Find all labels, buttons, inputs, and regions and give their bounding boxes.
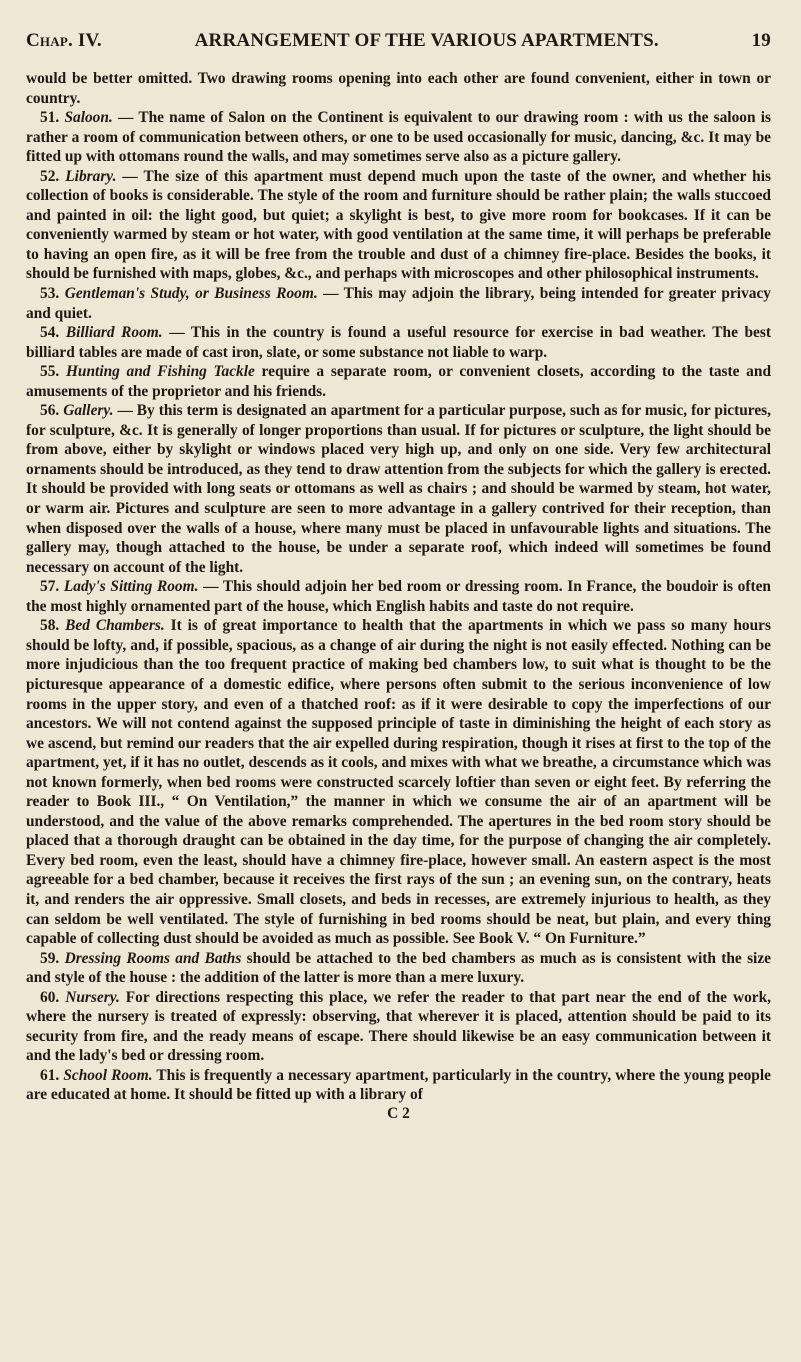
section-text: should be attached to the bed chambers as much as is consistent with the size and style of the house : the addition of the latter is more than a mere luxury. — [26, 949, 771, 987]
section-60 — [26, 988, 771, 1066]
section-text: — The name of Salon on the Continent is equivalent to our drawing room : with us the saloon is rather a room of communication between others, or one to be used occasionally for music, dancing, &c. It may be fitted up with ottomans round the walls, and may sometimes serve also as a picture gallery. — [26, 109, 771, 166]
section-number: 57. — [40, 578, 60, 596]
section-text: It is of great importance to health that the apartments in which we pass so many hours should be lofty, and, if possible, spacious, as a change of air during the night is not easily effected. Nothing can be more injudicious than the too frequent practice of making bed chambers low, to suit what is thought to be the picturesque appearance of a domestic edifice, where persons often submit to the serious inconvenience of low rooms in the upper story, and even of a thatched roof: as if it were desirable to copy the imperfections of our ancestors. We will not contend against the supposed principle of taste in diminishing the height of each story as we ascend, but remind our readers that the air expelled during respiration, though it rises at first to the top of the apartment, yet, if it has no outlet, descends as it cools, and mixes with what we breathe, a circumstance which was not known formerly, when bed rooms were constructed scarcely loftier than seven or eight feet. By referring the reader to Book III., “ On Ventilation,” the manner in which we consume the air of an apartment will be understood, and the value of the above remarks comprehended. The apertures in the bed room story should be placed that a thorough draught can be obtained in the day time, for the purpose of changing the air completely. Every bed room, even the least, should have a chimney fire-place, however small. An eastern aspect is the most agreeable for a bed chamber, because it receives the first rays of the sun ; an evening sun, on the contrary, heats it, and renders the air oppressive. Small closets, and beds in recesses, are extremely injurious to health, as they can seldom be well ventilated. The style of furnishing in bed rooms should be neat, but plain, and every thing capable of collecting dust should be avoided as much as possible. See Book V. “ On Furniture.” — [26, 617, 771, 948]
section-title: Billiard Room. — [65, 324, 163, 342]
chapter-label: Chap. IV. — [26, 30, 102, 51]
section-56 — [26, 401, 771, 577]
signature-mark: C 2 — [387, 1104, 410, 1122]
section-title: School Room. — [63, 1066, 153, 1084]
section-54 — [26, 323, 771, 362]
running-title: ARRANGEMENT OF THE VARIOUS APARTMENTS. — [194, 30, 659, 51]
section-53 — [26, 284, 771, 323]
section-number: 52. — [40, 167, 60, 185]
section-59 — [26, 949, 771, 988]
section-text: require a separate room, or convenient closets, according to the taste and amusements of the proprietor and his friends. — [26, 363, 772, 400]
section-61 — [26, 1066, 771, 1105]
section-number: 56. — [40, 402, 60, 420]
section-number: 55. — [40, 363, 60, 381]
section-title: Gentleman's Study, or Business Room. — [64, 285, 318, 303]
page-number: 19 — [751, 30, 771, 51]
section-58 — [26, 616, 771, 948]
section-number: 54. — [40, 324, 60, 342]
section-text: — This should adjoin her bed room or dressing room. In France, the boudoir is often the most highly ornamented part of the house, which English habits and taste do not require. — [26, 578, 771, 615]
section-title: Bed Chambers. — [65, 617, 165, 635]
section-number: 61. — [40, 1066, 60, 1084]
body-text — [26, 69, 771, 1105]
opening-paragraph: would be better omitted. Two drawing rooms opening into each other are found convenient, either in town or country. — [26, 70, 771, 107]
section-text: — By this term is designated an apartment for a particular purpose, such as for music, for pictures, for sculpture, &c. It is generally of longer proportions than usual. If for pictures or sculpture, the light should be from above, either by skylight or windows placed very high up, and only on one side. Very few architectural ornaments should be introduced, as they tend to draw attention from the subjects for which the gallery is erected. It should be provided with long seats or ottomans as well as chairs ; and should be warmed by steam, hot water, or warm air. Pictures and sculpture are seen to more advantage in a gallery contrived for their reception, than when disposed over the walls of a house, where many must be placed in unfavourable lights and situations. The gallery may, though attached to the house, be under a separate roof, which indeed will sometimes be found necessary on account of the light. — [26, 402, 771, 576]
section-title: Hunting and Fishing Tackle — [65, 363, 255, 381]
section-number: 60. — [40, 988, 60, 1006]
section-text: For directions respecting this place, we refer the reader to that part near the end of the work, where the nursery is treated of expressly: observing, that wherever it is placed, attention should be paid to its security from fire, and the ready means of escape. There should likewise be an easy communication between it and the lady's bed or dressing room. — [26, 988, 772, 1065]
section-title: Library. — [65, 167, 117, 185]
section-title: Gallery. — [63, 402, 114, 420]
section-text: — The size of this apartment must depend much upon the taste of the owner, and whether his collection of books is considerable. The style of the room and furniture should be rather plain; the walls stuccoed and painted in oil: the light good, but quiet; a skylight is best, to give more room for bookcases. If it can be conveniently warmed by steam or hot water, with good ventilation at the same time, it will perhaps be preferable to having an open fire, as it will be free from the trouble and dust of a chimney fire-place. Besides the books, it should be furnished with maps, globes, &c., and perhaps with microscopes and other philosophical instruments. — [26, 167, 771, 283]
section-text: — This may adjoin the library, being intended for greater privacy and quiet. — [26, 285, 771, 322]
section-text: This is frequently a necessary apartment, particularly in the country, where the young people are educated at home. It should be fitted up with a library of — [26, 1066, 771, 1104]
section-57 — [26, 577, 771, 616]
section-title: Lady's Sitting Room. — [63, 578, 199, 596]
section-title: Nursery. — [65, 988, 120, 1006]
section-55 — [26, 362, 771, 401]
section-number: 58. — [40, 617, 60, 635]
section-52 — [26, 167, 771, 284]
section-number: 53. — [40, 285, 60, 303]
section-title: Dressing Rooms and Baths — [64, 949, 242, 967]
section-text: — This in the country is found a useful resource for exercise in bad weather. The best billiard tables are made of cast iron, slate, or some substance not liable to warp. — [26, 324, 771, 361]
section-51 — [26, 108, 771, 167]
section-number: 59. — [40, 949, 60, 967]
section-title: Saloon. — [64, 109, 113, 127]
running-head — [26, 30, 771, 52]
section-number: 51. — [40, 109, 60, 127]
